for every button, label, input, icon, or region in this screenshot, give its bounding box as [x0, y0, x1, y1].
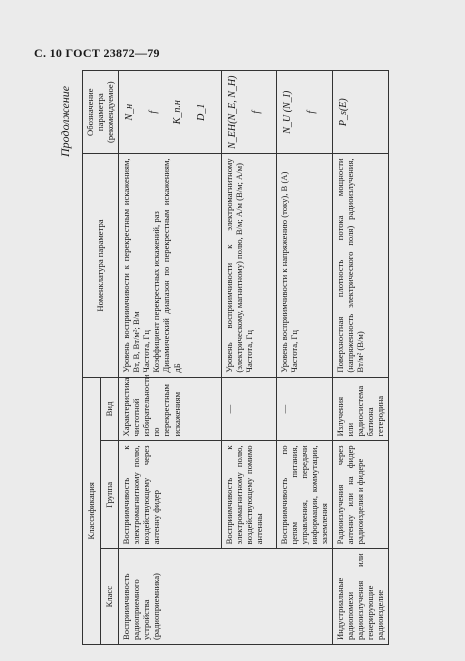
parameter-line: Частота, Гц: [244, 330, 255, 373]
group-cell: Восприимчивость к электромагнитному полю, воздействующему через антенну фидер: [118, 441, 221, 549]
table-row: [118, 71, 221, 645]
classification-table: [82, 70, 389, 645]
symbol: f: [147, 110, 159, 114]
group-cell: Радиоизлучения через антенну или на фидер радиоизделия и фидере: [332, 441, 388, 549]
class-cell: Восприимчивость радиоприемного устройства (радиоприемника): [118, 549, 332, 645]
symbol: N_н: [123, 103, 135, 121]
parameter-line: Динамический диапазон по перекрестным искажениям, дБ: [161, 158, 182, 373]
type-cell: —: [221, 377, 276, 441]
column-header-group: Группа: [100, 441, 118, 549]
symbol-cell: [221, 71, 276, 154]
parameter-line: Поверхностная плотность потока мощности (напряженность электрического поля) радиоизлучения, Вт/м² (В/м): [334, 158, 366, 373]
continuation-label: Продолжение: [58, 85, 72, 157]
parameter-line: Коэффициент перекрестных искажений, раз: [151, 211, 162, 373]
symbol: N_U (N_I): [281, 90, 293, 134]
column-header-designation: Обозначение параметра (рекомендуемое): [83, 71, 119, 154]
symbol: f: [250, 110, 262, 114]
symbol-cell: [276, 71, 332, 154]
symbol-cell: [332, 71, 388, 154]
parameter-line: Частота, Гц: [288, 330, 299, 373]
type-cell: —: [276, 377, 332, 441]
symbol-cell: [118, 71, 221, 154]
parameter-cell: [221, 154, 276, 377]
parameter-cell: [332, 154, 388, 377]
symbol: D_1: [195, 103, 207, 121]
parameter-line: Уровень восприимчивости к электромагнитному (электрическому, магнитному) полю, В/м; А/м (В/м; А/м): [223, 158, 244, 373]
group-cell: Восприимчивость к электромагнитному полю, воздействующему помимо антенны: [221, 441, 276, 549]
parameter-line: Уровень восприимчивости к перекрестным искажениям, Вт, В, Вт/м²; В/м: [120, 158, 141, 373]
group-cell: Восприимчивость по цепям питания, управления, передачи информации, коммутации, заземления: [276, 441, 332, 549]
parameter-line: Частота, Гц: [141, 330, 152, 373]
parameter-line: Уровень восприимчивости к напряжению (току), В (А): [278, 171, 289, 373]
symbol: f: [305, 110, 317, 114]
symbol: K_п.н: [171, 100, 183, 125]
rotated-table-block: [58, 70, 428, 645]
table-row: [332, 71, 388, 645]
symbol: P_s(E): [337, 98, 349, 127]
classification-header: Классификация: [83, 377, 101, 644]
type-cell: Излучения или радиосистема батиона гетеродина: [332, 377, 388, 441]
column-header-type: Вид: [100, 377, 118, 441]
page-header: С. 10 ГОСТ 23872—79: [34, 46, 160, 60]
parameter-cell: [276, 154, 332, 377]
symbol: N_EH(N_E, N_H): [226, 75, 238, 149]
column-header-class: Класс: [100, 549, 118, 645]
parameter-cell: [118, 154, 221, 377]
class-cell: Индустриальные радиопомехи радиоизлучения или генерирующие радиоизделие: [332, 549, 388, 645]
column-header-nomenclature: Номенклатура параметра: [83, 154, 119, 377]
type-cell: Характеристика чистотной избирательности по перекрестным искажениям: [118, 377, 221, 441]
